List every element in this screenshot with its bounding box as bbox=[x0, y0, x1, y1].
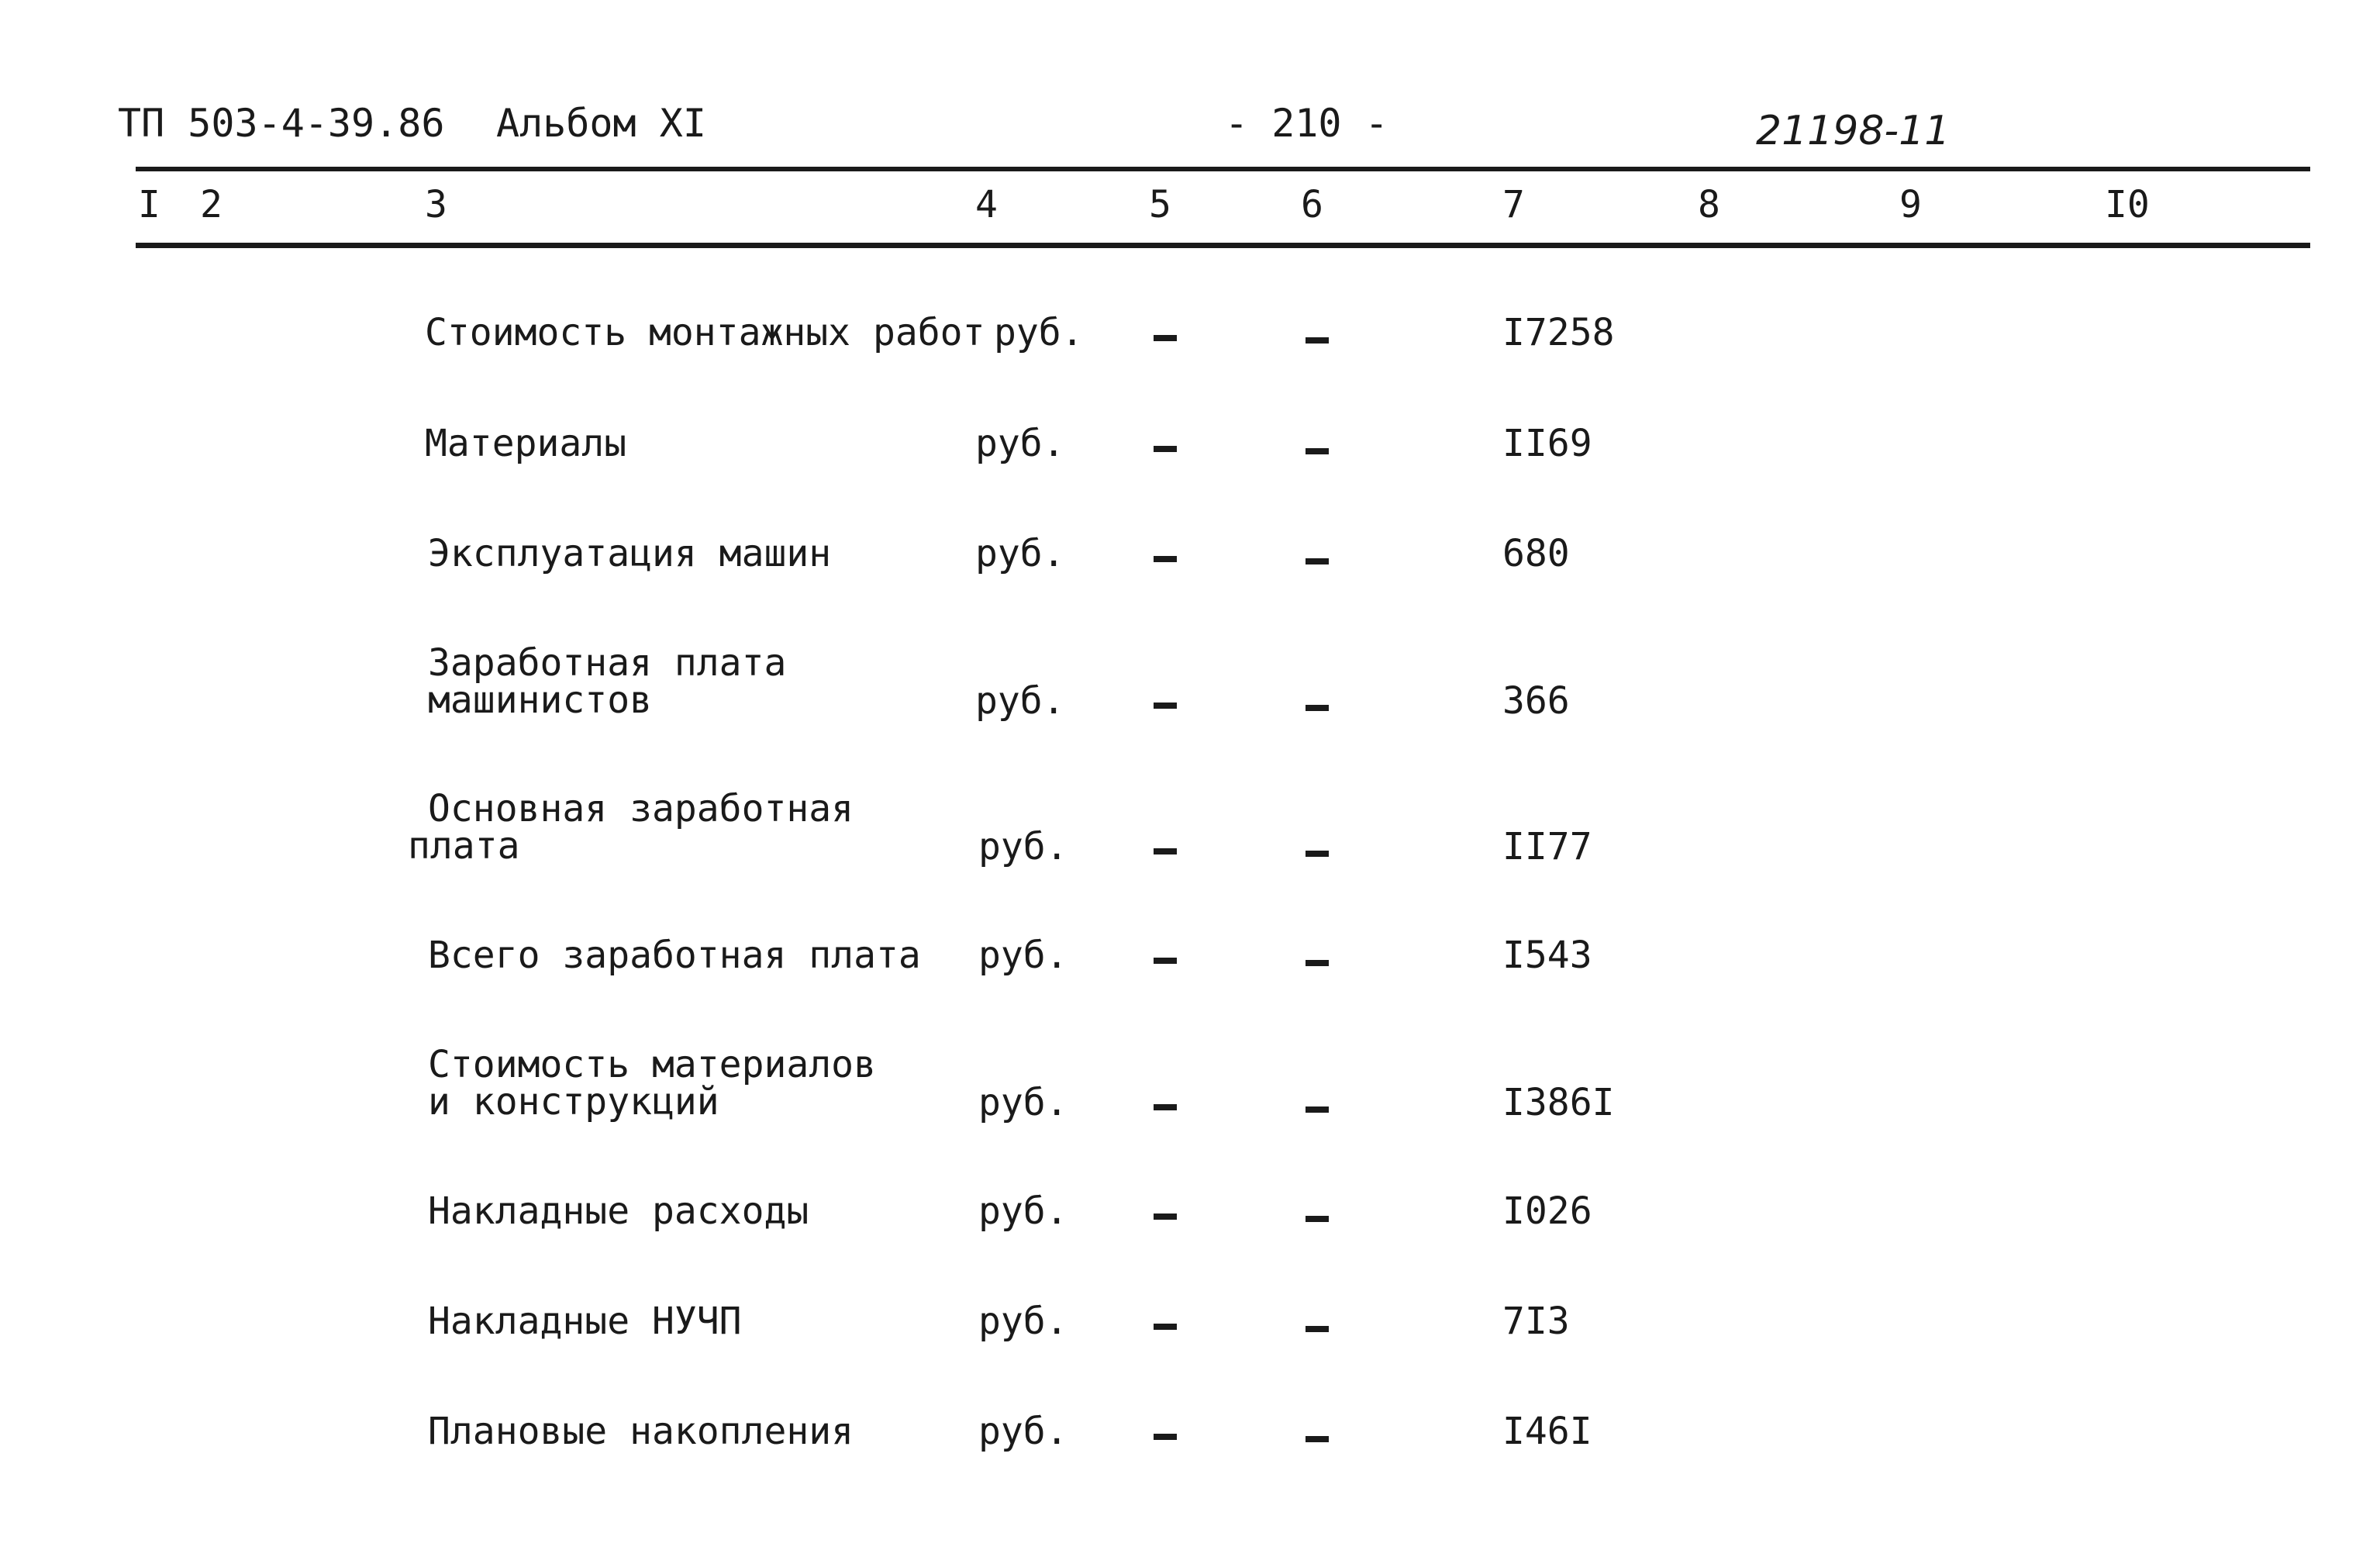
row-value: I7258 bbox=[1502, 311, 1615, 354]
column-header: 8 bbox=[1698, 183, 1720, 226]
dash-col5 bbox=[1154, 958, 1177, 964]
row-value: 680 bbox=[1502, 532, 1570, 575]
dash-col6 bbox=[1306, 851, 1329, 857]
dash-col6 bbox=[1306, 960, 1329, 966]
row-unit: руб. bbox=[978, 825, 1068, 868]
row-unit: руб. bbox=[978, 1300, 1068, 1343]
column-header: I0 bbox=[2105, 183, 2150, 226]
row-value: I543 bbox=[1502, 934, 1592, 977]
row-value: II69 bbox=[1502, 422, 1592, 465]
dash-col6 bbox=[1306, 705, 1329, 711]
dash-col6 bbox=[1306, 1216, 1329, 1222]
header-top-rule bbox=[136, 167, 2310, 171]
row-label: Стоимость монтажных работ bbox=[425, 311, 985, 354]
dash-col6 bbox=[1306, 1106, 1329, 1113]
row-label-line1: Стоимость материалов bbox=[428, 1043, 876, 1086]
row-label: Накладные НУЧП bbox=[428, 1300, 742, 1343]
dash-col6 bbox=[1306, 1436, 1329, 1442]
dash-col6 bbox=[1306, 448, 1329, 454]
dash-col6 bbox=[1306, 1326, 1329, 1332]
row-label-line1: Основная заработная bbox=[428, 787, 854, 830]
row-value: I46I bbox=[1502, 1410, 1592, 1453]
album-label: Альбом XI bbox=[496, 101, 706, 146]
row-unit: руб. bbox=[978, 1189, 1068, 1233]
dash-col5 bbox=[1154, 848, 1177, 854]
row-value: I026 bbox=[1502, 1189, 1592, 1233]
row-value: 7I3 bbox=[1502, 1300, 1570, 1343]
column-header: 2 bbox=[200, 183, 222, 226]
dash-col5 bbox=[1154, 556, 1177, 562]
row-unit: руб. bbox=[978, 1081, 1068, 1124]
dash-col5 bbox=[1154, 1434, 1177, 1440]
row-unit: руб. bbox=[975, 422, 1065, 465]
row-label: Материалы bbox=[425, 422, 627, 465]
row-label: Эксплуатация машин bbox=[428, 532, 832, 575]
row-label-line2: машинистов bbox=[428, 678, 652, 722]
column-header: 7 bbox=[1502, 183, 1525, 226]
row-value: I386I bbox=[1502, 1081, 1615, 1124]
column-header: 3 bbox=[425, 183, 447, 226]
dash-col5 bbox=[1154, 1213, 1177, 1220]
row-label-line1: Заработная плата bbox=[428, 641, 787, 685]
dash-col5 bbox=[1154, 703, 1177, 709]
header-bottom-rule bbox=[136, 243, 2310, 248]
column-header: 4 bbox=[975, 183, 998, 226]
dash-col5 bbox=[1154, 335, 1177, 341]
row-unit: руб. bbox=[978, 934, 1068, 977]
handwritten-reference: 21198-11 bbox=[1756, 108, 1951, 154]
column-header: 5 bbox=[1149, 183, 1171, 226]
row-unit: руб. bbox=[994, 311, 1084, 354]
dash-col5 bbox=[1154, 446, 1177, 452]
doc-code: ТП 503-4-39.86 bbox=[118, 101, 445, 146]
column-header: 6 bbox=[1301, 183, 1323, 226]
dash-col5 bbox=[1154, 1104, 1177, 1110]
row-label-line2: и конструкций bbox=[428, 1080, 719, 1124]
row-unit: руб. bbox=[978, 1410, 1068, 1453]
page-number: - 210 - bbox=[1225, 101, 1388, 146]
dash-col6 bbox=[1306, 558, 1329, 564]
row-label: Плановые накопления bbox=[428, 1410, 854, 1453]
row-unit: руб. bbox=[975, 679, 1065, 723]
row-value: 366 bbox=[1502, 679, 1570, 723]
dash-col5 bbox=[1154, 1324, 1177, 1330]
row-label-line2: плата bbox=[408, 824, 520, 868]
row-label: Накладные расходы bbox=[428, 1189, 809, 1233]
column-header: I bbox=[138, 183, 160, 226]
row-value: II77 bbox=[1502, 825, 1592, 868]
row-label: Всего заработная плата bbox=[428, 934, 921, 977]
dash-col6 bbox=[1306, 337, 1329, 344]
row-unit: руб. bbox=[975, 532, 1065, 575]
column-header: 9 bbox=[1899, 183, 1922, 226]
